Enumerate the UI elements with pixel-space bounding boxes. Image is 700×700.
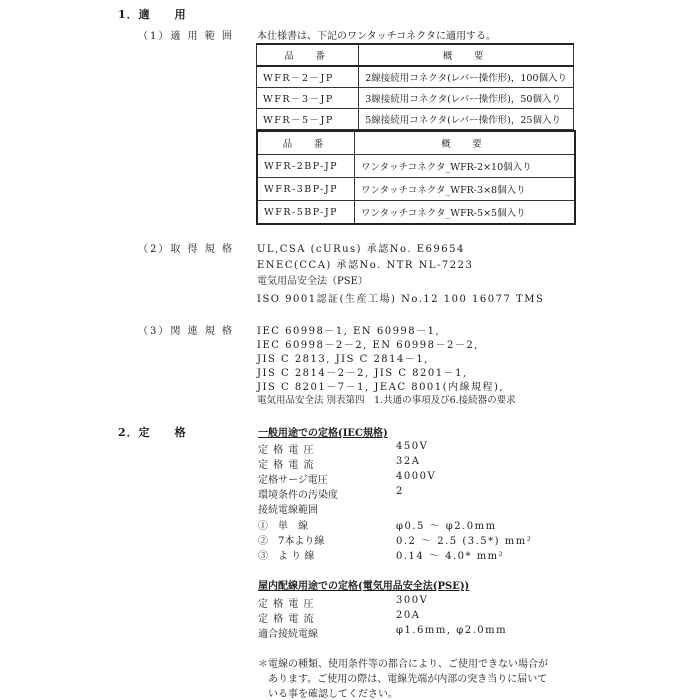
related-line: 電気用品安全法 別表第四 1.共通の事項及び6.接続器の要求 [257,395,516,406]
rating-label: 定 格 電 流 [258,460,315,471]
table2-header-summary: 概 要 [355,131,576,155]
rating-value: φ1.6mm, φ2.0mm [396,625,508,636]
wire-range-label: 接続電線範囲 [258,505,318,516]
wire-value: 0.14 ～ 4.0* mm² [396,551,505,562]
rating-value: 4000V [396,471,437,482]
scope-intro: 本仕様書は、下記のワンタッチコネクタに適用する。 [257,31,496,42]
table-cell: WFR－5－JP [257,109,359,130]
product-table-1 [256,43,574,130]
product-table-2 [256,130,576,225]
table-cell: WFR-5BP-JP [257,201,355,225]
table-cell: ワンタッチコネクタ_WFR-3×8個入り [355,178,576,201]
table-cell: 3線接続用コネクタ(レバー操作形)，50個入り [359,88,574,109]
section1-heading: 1．適 用 [118,8,187,21]
wire-label: ② 7本より線 [258,536,325,547]
note-line: ＊電線の種類、使用条件等の都合により、ご使用できない場合が [258,659,548,670]
table1-header-summary: 概 要 [359,44,574,66]
iec-rating-title: 一般用途での定格(IEC規格) [258,428,388,439]
rating-value: 300V [396,595,429,606]
table2-header-part-no: 品 番 [257,131,355,155]
table-cell: WFR－3－JP [257,88,359,109]
cert-line: ISO 9001認証(生産工場) No.12 100 16077 TMS [257,294,545,305]
table-row [257,178,575,201]
wire-value: φ0.5 ～ φ2.0mm [396,521,497,532]
wire-label: ③ よ り 線 [258,551,315,562]
table-row [257,201,575,225]
rating-value: 20A [396,610,421,621]
table-row [257,155,575,178]
related-line: JIS C 2814－2－2, JIS C 8201－1, [257,368,468,379]
cert-line: UL,CSA (cURus) 承認No. E69654 [257,244,465,255]
rating-label: 適合接続電線 [258,629,318,640]
related-label: （3）関 連 規 格 [138,326,234,337]
related-line: IEC 60998－2－2, EN 60998－2－2, [257,340,479,351]
wire-value: 0.2 ～ 2.5 (3.5*) mm² [396,536,533,547]
pse-rating-title: 屋内配線用途での定格(電気用品安全法(PSE)) [258,581,470,592]
table-cell: ワンタッチコネクタ_WFR-2×10個入り [355,155,576,178]
note-line: いる事を確認してください。 [258,689,398,700]
rating-label: 定 格 電 圧 [258,445,315,456]
rating-value: 450V [396,441,429,452]
rating-value: 2 [396,486,403,497]
certs-label: （2）取 得 規 格 [138,244,234,255]
table-row [257,66,574,88]
table-cell: WFR－2－JP [257,66,359,88]
rating-label: 環境条件の汚染度 [258,490,338,501]
table-cell: 5線接続用コネクタ(レバー操作形)，25個入り [359,109,574,130]
rating-label: 定 格 電 流 [258,614,315,625]
related-line: JIS C 8201－7－1, JEAC 8001(内線規程), [257,382,505,393]
rating-value: 32A [396,456,421,467]
rating-label: 定 格 電 圧 [258,599,315,610]
note-line: あります。ご使用の際は、電線先端が内部の突き当りに届いて [258,674,548,685]
table-cell: 2線接続用コネクタ(レバー操作形)，100個入り [359,66,574,88]
table-row [257,88,574,109]
table-row [257,109,574,130]
related-line: JIS C 2813, JIS C 2814－1, [257,354,429,365]
table-cell: ワンタッチコネクタ_WFR-5×5個入り [355,201,576,225]
table-cell: WFR-2BP-JP [257,155,355,178]
section2-heading: 2．定 格 [118,426,187,439]
table-cell: WFR-3BP-JP [257,178,355,201]
table1-header-part-no: 品 番 [257,44,359,66]
cert-line: ENEC(CCA) 承認No. NTR NL-7223 [257,260,474,271]
scope-label: （1）適 用 範 囲 [138,31,234,42]
rating-label: 定格サージ電圧 [258,475,328,486]
cert-line: 電気用品安全法（PSE） [257,276,368,287]
related-line: IEC 60998－1, EN 60998－1, [257,326,441,337]
wire-label: ① 単 線 [258,521,308,532]
